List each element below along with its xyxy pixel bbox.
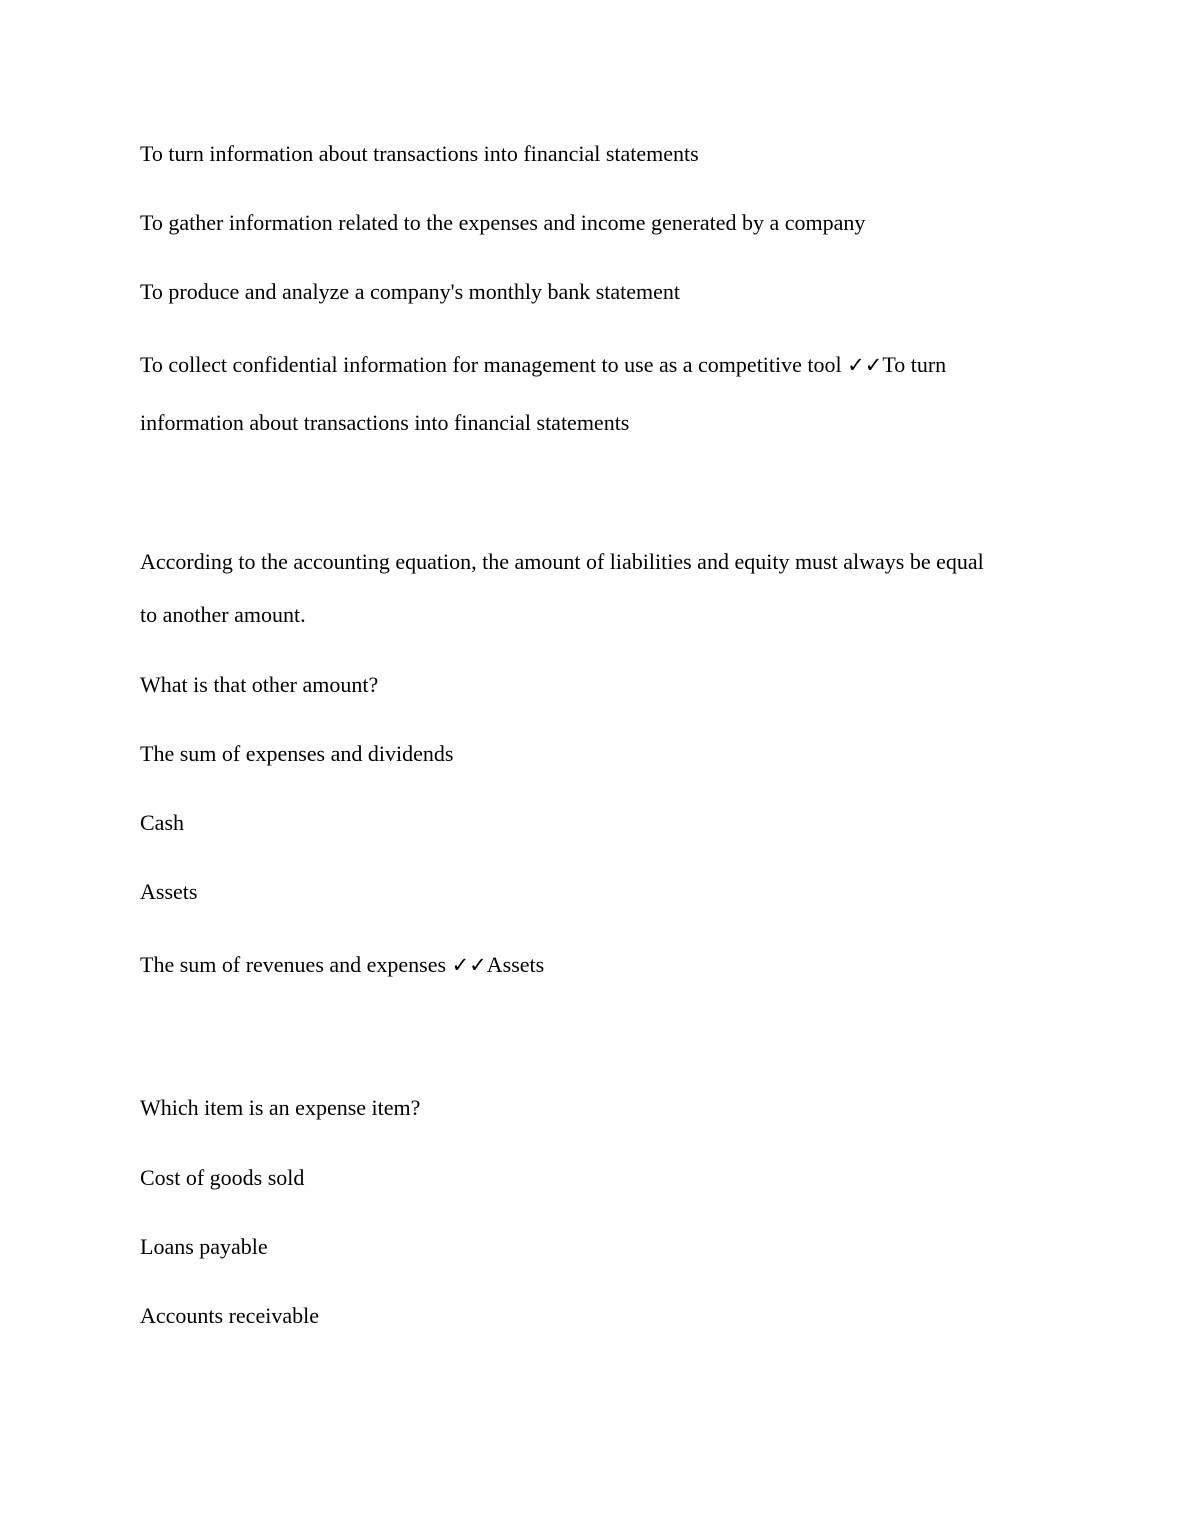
option-with-answer xyxy=(140,952,544,978)
question-stem: According to the accounting equation, the amount of liabilities and equity must always be equal xyxy=(140,549,984,574)
option-text: Loans payable xyxy=(140,1234,268,1259)
option-text: To produce and analyze a company's monthly bank statement xyxy=(140,279,681,304)
question-text: What is that other amount? xyxy=(140,672,379,697)
question-text: Which item is an expense item? xyxy=(140,1095,421,1120)
check-mark-icon: ✓✓ xyxy=(847,353,883,377)
option-text: To turn information about transactions into financial statements xyxy=(140,141,699,166)
option-text: The sum of expenses and dividends xyxy=(140,741,454,766)
option-text: Accounts receivable xyxy=(140,1303,319,1328)
option-text: The sum of revenues and expenses xyxy=(140,952,447,977)
answer-text: Assets xyxy=(486,952,545,977)
option-text: Assets xyxy=(140,879,198,904)
answer-text: To turn xyxy=(882,352,947,377)
option-text: To gather information related to the expenses and income generated by a company xyxy=(140,210,866,235)
option-with-answer xyxy=(140,352,946,378)
question-stem: to another amount. xyxy=(140,602,306,627)
option-text: To collect confidential information for management to use as a competitive tool xyxy=(140,352,842,377)
check-mark-icon: ✓✓ xyxy=(451,953,487,977)
option-text: Cost of goods sold xyxy=(140,1165,305,1190)
option-text: Cash xyxy=(140,810,184,835)
answer-text: information about transactions into financial statements xyxy=(140,410,630,435)
